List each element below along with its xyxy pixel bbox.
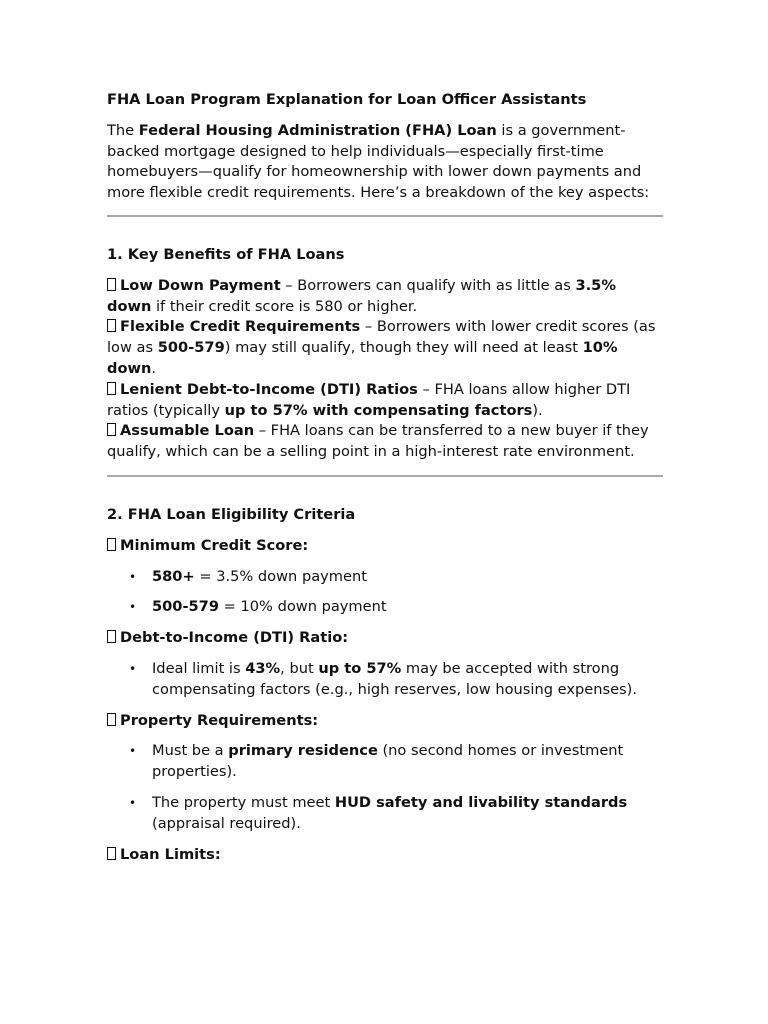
document-page xyxy=(107,90,663,875)
benefit-item xyxy=(107,380,663,422)
benefit-bold: 500-579 xyxy=(157,339,225,357)
section-heading-benefits: 1. Key Benefits of FHA Loans xyxy=(107,245,345,263)
list-item: • Must be a primary residence (no second homes or investment properties). xyxy=(152,741,663,783)
list-item: • 500-579 = 10% down payment xyxy=(152,597,663,618)
intro-bold: Federal Housing Administration (FHA) Loan xyxy=(138,121,497,139)
benefit-item xyxy=(107,276,663,318)
benefit-item xyxy=(107,421,663,463)
benefits-list xyxy=(107,276,663,463)
missing-glyph-icon xyxy=(107,423,116,436)
subheading-credit-score: Minimum Credit Score: xyxy=(107,536,663,557)
benefit-label: Low Down Payment xyxy=(120,276,281,294)
benefit-label: Assumable Loan xyxy=(120,422,255,440)
benefit-bold: 3.5% down xyxy=(107,276,616,315)
subheading-property: Property Requirements: xyxy=(107,711,663,732)
divider xyxy=(107,475,663,477)
dti-list xyxy=(107,659,663,701)
benefit-text: – Borrowers can qualify with as little as xyxy=(280,276,576,294)
subheading-dti: Debt-to-Income (DTI) Ratio: xyxy=(107,628,663,649)
credit-score-list xyxy=(107,567,663,619)
benefit-text: ) may still qualify, though they will need at least xyxy=(224,339,583,357)
benefit-label: Flexible Credit Requirements xyxy=(120,318,361,336)
list-item: • The property must meet HUD safety and livability standards (appraisal required). xyxy=(152,793,663,835)
missing-glyph-icon xyxy=(107,847,116,860)
benefit-bold: 10% down xyxy=(107,339,618,377)
benefit-text: . xyxy=(151,359,156,377)
benefit-item xyxy=(107,317,663,379)
benefit-text: – Borrowers with lower credit scores (as low as xyxy=(107,318,656,357)
property-list xyxy=(107,741,663,834)
missing-glyph-icon xyxy=(107,713,116,726)
benefit-text: if their credit score is 580 or higher. xyxy=(151,297,418,315)
benefit-text: ). xyxy=(532,401,543,419)
section-heading-eligibility: 2. FHA Loan Eligibility Criteria xyxy=(107,505,356,523)
list-item: • 580+ = 3.5% down payment xyxy=(152,567,663,588)
missing-glyph-icon xyxy=(107,630,116,643)
missing-glyph-icon xyxy=(107,319,116,332)
benefit-text: – FHA loans can be transferred to a new buyer if they qualify, which can be a selling point in a high-interest rate environment. xyxy=(107,422,649,461)
benefit-bold: up to 57% with compensating factors xyxy=(224,401,533,419)
list-item: • Ideal limit is 43%, but up to 57% may be accepted with strong compensating factors (e.g., high reserves, low housing expenses). xyxy=(152,659,663,701)
subheading-loan-limits: Loan Limits: xyxy=(107,845,663,866)
missing-glyph-icon xyxy=(107,538,116,551)
benefit-label: Lenient Debt-to-Income (DTI) Ratios xyxy=(120,380,418,398)
divider xyxy=(107,215,663,217)
intro-paragraph xyxy=(107,121,663,204)
intro-text-post: is a government-backed mortgage designed to help individuals—especially first-time homebuyers—qualify for homeownership with lower down payments and more flexible credit requirements. Here’s a breakdown of the key aspects: xyxy=(107,121,650,202)
missing-glyph-icon xyxy=(107,278,116,291)
document-title: FHA Loan Program Explanation for Loan Officer Assistants xyxy=(107,91,587,108)
missing-glyph-icon xyxy=(107,382,116,395)
benefit-text: – FHA loans allow higher DTI ratios (typically xyxy=(107,380,631,419)
intro-text-pre: The xyxy=(107,121,139,139)
